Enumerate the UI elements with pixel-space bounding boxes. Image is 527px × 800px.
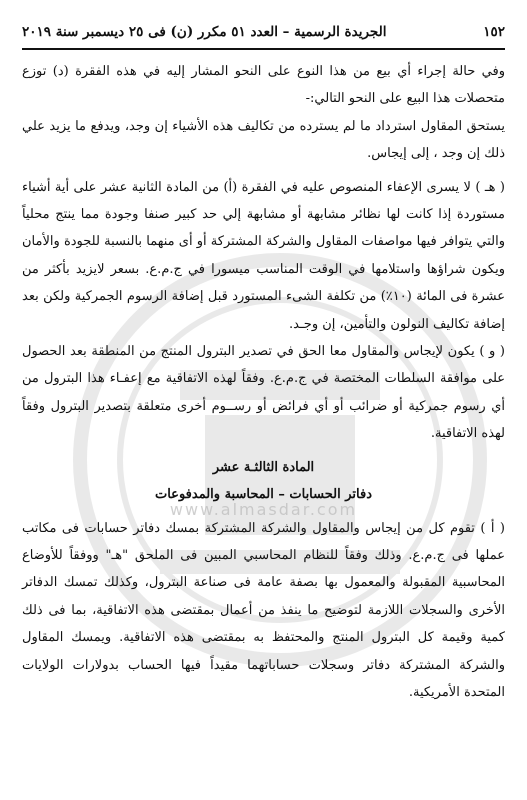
gazette-title: الجريدة الرسمية – العدد ٥١ مكرر (ن) فى ٢٥ ديسمبر سنة ٢٠١٩: [22, 24, 387, 40]
paragraph-clause-a: ( أ ) تقوم كل من إيجاس والمقاول والشركة المشتركة بمسك دفاتر حسابات فى مكاتب عملها فى ج.م.ع. وذلك وفقاً للنظام المحاسبي المبين فى الملحق "هـ" ووفقاً للأوضاع المحاسبية المقبولة والمعمول بها بصفة عامة فى صناعة البترول، وكذلك تمسك الدفاتر الأخرى والسجلات اللازمة لتوضيح ما ينفذ من أعمال بمقتضى هذه الاتفاقية، بما فى ذلك كمية وقيمة كل البترول المنتج والمحتفظ به بمقتضى هذه الاتفاقية. ويمسك المقاول والشركة المشتركة دفاتر وسجلات حساباتهما مقيداً فيها الحساب بدولارات الولايات المتحدة الأمريكية.: [22, 520, 505, 700]
page-header: [22, 22, 505, 42]
page-number: ١٥٢: [483, 24, 505, 40]
paragraph-intro-2: يستحق المقاول استرداد ما لم يسترده من تكاليف هذه الأشياء إن وجد، ويدفع ما يزيد علي ذلك إن وجد ، إلى إيجاس.: [22, 118, 505, 162]
paragraph-intro-1: وفي حالة إجراء أي بيع من هذا النوع على النحو المشار إليه في هذه الفقرة (د) توزع متحصلات هذا البيع على النحو التالي:-: [22, 64, 505, 107]
article-subtitle: دفاتر الحسابات – المحاسبة والمدفوعات: [154, 487, 372, 503]
paragraph-clause-w: ( و ) يكون لإيجاس والمقاول معا الحق في تصدير البترول المنتج من المنطقة بعد الحصول على موافقة السلطات المختصة في ج.م.ع. وفقاً لهذه الاتفاقية مع إعفـاء هذا البترول من أي رسوم جمركية أو ضرائب أو أي فرائض أو رســوم أخرى متعلقة بتصدير البترول وفقاً لهذه الاتفاقية.: [22, 344, 505, 442]
watermark-site-text: www.almasdar.com: [169, 500, 358, 519]
article-title: المادة الثالثـة عشر: [212, 459, 315, 475]
header-rule: [22, 48, 505, 50]
paragraph-clause-h: ( هـ ) لا يسرى الإعفاء المنصوص عليه في الفقرة (أ) من المادة الثانية عشر على أية أشياء مستوردة إذا كانت لها نظائر مشابهة أو مشابهة إلي حد كبير صنفا وجودة مما ينتج محلياً والتي يتوافر فيها مواصفات المقاول والشركة المشتركة أو أى منهما بالنسبة للجودة والأمان ويكون شراؤها واستلامها في الوقت المناسب ميسورا في ج.م.ع. بسعر لايزيد بأكثر من عشرة فى المائة (١٠٪) من تكلفة الشىء المستورد قبل إضافة الرسوم الجمركية ولكن بعد إضافة تكاليف النولون والتأمين، إن وجـد.: [22, 179, 505, 332]
document-body: [22, 58, 505, 706]
